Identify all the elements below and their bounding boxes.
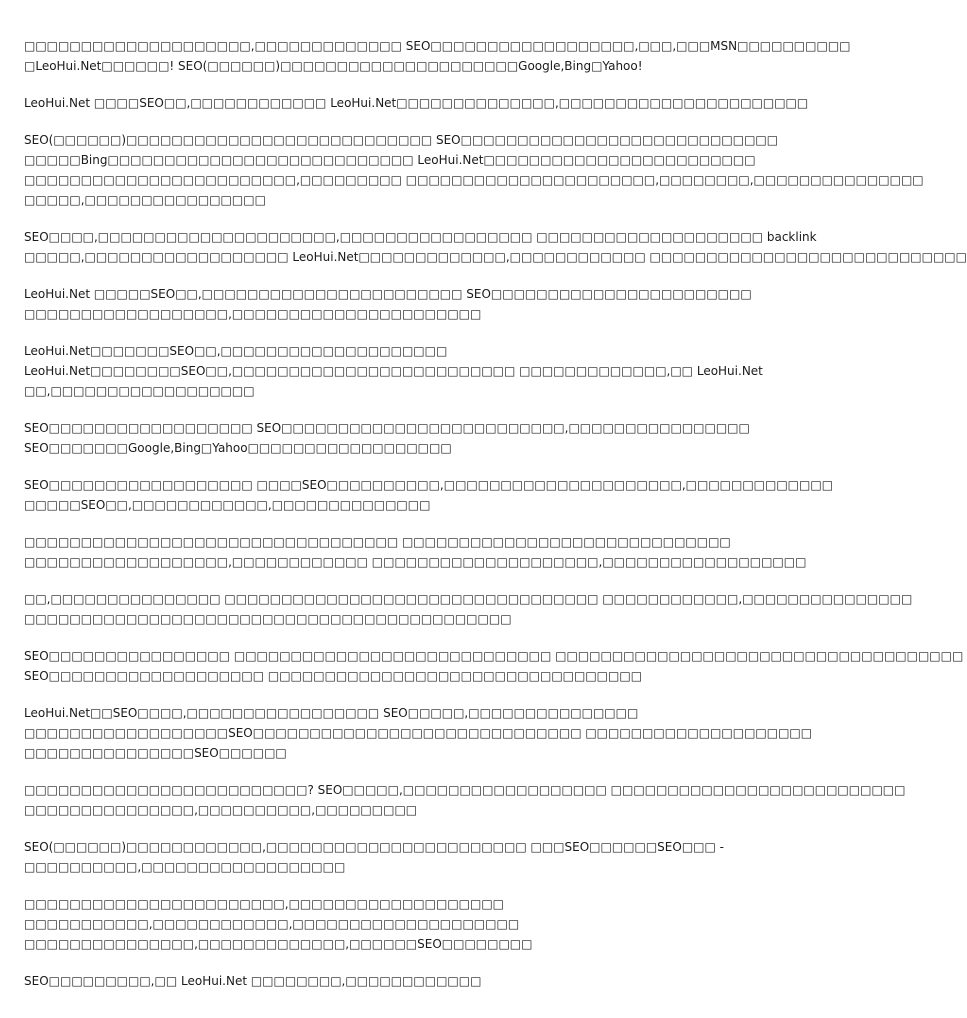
text-line: □□□□□□□□□□□□□□□□□□□□□□□□□□□□□□□□□ □□□□□□□□□□□□□□□□□□□□□□□□□□□□□	[24, 535, 731, 549]
text-line: □□□□□□□□□□□□□□□□□□,□□□□□□□□□□□□□□□□□□□□□□	[24, 307, 482, 321]
text-line: □LeoHui.Net□□□□□□! SEO(□□□□□□)□□□□□□□□□□□□□□□□□□□□□Google,Bing□Yahoo!	[24, 59, 643, 73]
paragraph-10	[24, 589, 913, 629]
text-line: LeoHui.Net□□SEO□□□□,□□□□□□□□□□□□□□□□□ SEO□□□□□,□□□□□□□□□□□□□□□	[24, 706, 639, 720]
text-line: SEO(□□□□□□)□□□□□□□□□□□□□□□□□□□□□□□□□□□ SEO□□□□□□□□□□□□□□□□□□□□□□□□□□□□	[24, 133, 779, 147]
paragraph-9	[24, 532, 807, 572]
paragraph-14	[24, 837, 724, 877]
text-line: □□,□□□□□□□□□□□□□□□ □□□□□□□□□□□□□□□□□□□□□□□□□□□□□□□□□ □□□□□□□□□□□□,□□□□□□□□□□□□□□□	[24, 592, 913, 606]
paragraph-8	[24, 475, 834, 515]
paragraph-11	[24, 646, 964, 686]
paragraph-1	[24, 36, 851, 76]
text-line: □□□□□□□□□□□□□□□□□□□□□□□□□□□□□□□□□□□□□□□□□□□	[24, 612, 512, 626]
text-line: LeoHui.Net□□□□□□□□SEO□□,□□□□□□□□□□□□□□□□□□□□□□□□□ □□□□□□□□□□□□□,□□ LeoHui.Net	[24, 364, 763, 378]
paragraph-4	[24, 227, 967, 267]
paragraph-12	[24, 703, 813, 763]
text-line: □□□□□,□□□□□□□□□□□□□□□□□□ LeoHui.Net□□□□□□□□□□□□□,□□□□□□□□□□□□ □□□□□□□□□□□□□□□□□□□□□□□□□□□□	[24, 250, 967, 264]
text-line: □□□□□□□□□□□□□□□□□□SEO□□□□□□□□□□□□□□□□□□□□□□□□□□□□□ □□□□□□□□□□□□□□□□□□□□	[24, 726, 813, 740]
text-line: SEO□□□□□□□□□,□□ LeoHui.Net □□□□□□□□,□□□□□□□□□□□□	[24, 974, 482, 988]
paragraph-3	[24, 130, 924, 210]
paragraph-16	[24, 971, 696, 991]
text-line: □□□□□□□□□□□□□□□SEO□□□□□□	[24, 746, 287, 760]
text-line: □□□□□Bing□□□□□□□□□□□□□□□□□□□□□□□□□□□ LeoHui.Net□□□□□□□□□□□□□□□□□□□□□□□□	[24, 153, 756, 167]
paragraph-6	[24, 341, 763, 401]
text-line: □□□□□□□□□□□□□□□□□□□□,□□□□□□□□□□□□□ SEO□□□□□□□□□□□□□□□□□□,□□□,□□□MSN□□□□□□□□□□	[24, 39, 851, 53]
paragraph-13	[24, 780, 906, 820]
text-line: □□□□□,□□□□□□□□□□□□□□□□	[24, 193, 266, 207]
text-line: LeoHui.Net □□□□□SEO□□,□□□□□□□□□□□□□□□□□□□□□□□ SEO□□□□□□□□□□□□□□□□□□□□□□□	[24, 287, 752, 301]
text-line: SEO(□□□□□□)□□□□□□□□□□□□,□□□□□□□□□□□□□□□□□□□□□□□ □□□SEO□□□□□□SEO□□□ -	[24, 840, 724, 854]
text-line: LeoHui.Net □□□□SEO□□,□□□□□□□□□□□□ LeoHui.Net□□□□□□□□□□□□□□,□□□□□□□□□□□□□□□□□□□□□□	[24, 96, 809, 110]
text-line: SEO□□□□□□□□□□□□□□□□□□ □□□□SEO□□□□□□□□□□,□□□□□□□□□□□□□□□□□□□□□,□□□□□□□□□□□□□	[24, 478, 834, 492]
paragraph-15	[24, 894, 696, 954]
text-line: □□□□□□□□□□□□□□□,□□□□□□□□□□□□□,□□□□□□SEO□□□□□□□□	[24, 937, 533, 951]
text-line: □□□□□□□□□□□□□□□,□□□□□□□□□□,□□□□□□□□□	[24, 803, 418, 817]
text-line: □□□□□□□□□□□□□□□□□□□□□□□□□? SEO□□□□□,□□□□□□□□□□□□□□□□□□ □□□□□□□□□□□□□□□□□□□□□□□□□□	[24, 783, 906, 797]
text-line: □□□□□SEO□□,□□□□□□□□□□□□,□□□□□□□□□□□□□□	[24, 498, 431, 512]
text-line: SEO□□□□□□□□□□□□□□□□□□ SEO□□□□□□□□□□□□□□□□□□□□□□□□□,□□□□□□□□□□□□□□□□	[24, 421, 750, 435]
text-line: □□□□□□□□□□□□□□□□□□,□□□□□□□□□□□□ □□□□□□□□□□□□□□□□□□□□,□□□□□□□□□□□□□□□□□□	[24, 555, 807, 569]
text-line: SEO□□□□□□□□□□□□□□□□ □□□□□□□□□□□□□□□□□□□□□□□□□□□□ □□□□□□□□□□□□□□□□□□□□□□□□□□□□□□□□□□□□	[24, 649, 964, 663]
text-line: □□,□□□□□□□□□□□□□□□□□□	[24, 384, 255, 398]
document-body	[24, 36, 967, 1008]
text-line: □□□□□□□□□□□□□□□□□□□□□□□,□□□□□□□□□□□□□□□□□□□	[24, 897, 505, 911]
text-line: □□□□□□□□□□□,□□□□□□□□□□□□,□□□□□□□□□□□□□□□□□□□□	[24, 917, 520, 931]
paragraph-2	[24, 93, 809, 113]
text-line: SEO□□□□□□□Google,Bing□Yahoo□□□□□□□□□□□□□□□□□□	[24, 441, 452, 455]
text-line: SEO□□□□,□□□□□□□□□□□□□□□□□□□□□,□□□□□□□□□□□□□□□□□ □□□□□□□□□□□□□□□□□□□□ backlink	[24, 230, 817, 244]
text-line: □□□□□□□□□□,□□□□□□□□□□□□□□□□□□	[24, 860, 346, 874]
text-line: LeoHui.Net□□□□□□□SEO□□,□□□□□□□□□□□□□□□□□□□□	[24, 344, 448, 358]
paragraph-5	[24, 284, 752, 324]
text-line: SEO□□□□□□□□□□□□□□□□□□□ □□□□□□□□□□□□□□□□□□□□□□□□□□□□□□□□□	[24, 669, 643, 683]
paragraph-7	[24, 418, 750, 458]
text-line: □□□□□□□□□□□□□□□□□□□□□□□□,□□□□□□□□□ □□□□□□□□□□□□□□□□□□□□□□,□□□□□□□□,□□□□□□□□□□□□□□□	[24, 173, 924, 187]
